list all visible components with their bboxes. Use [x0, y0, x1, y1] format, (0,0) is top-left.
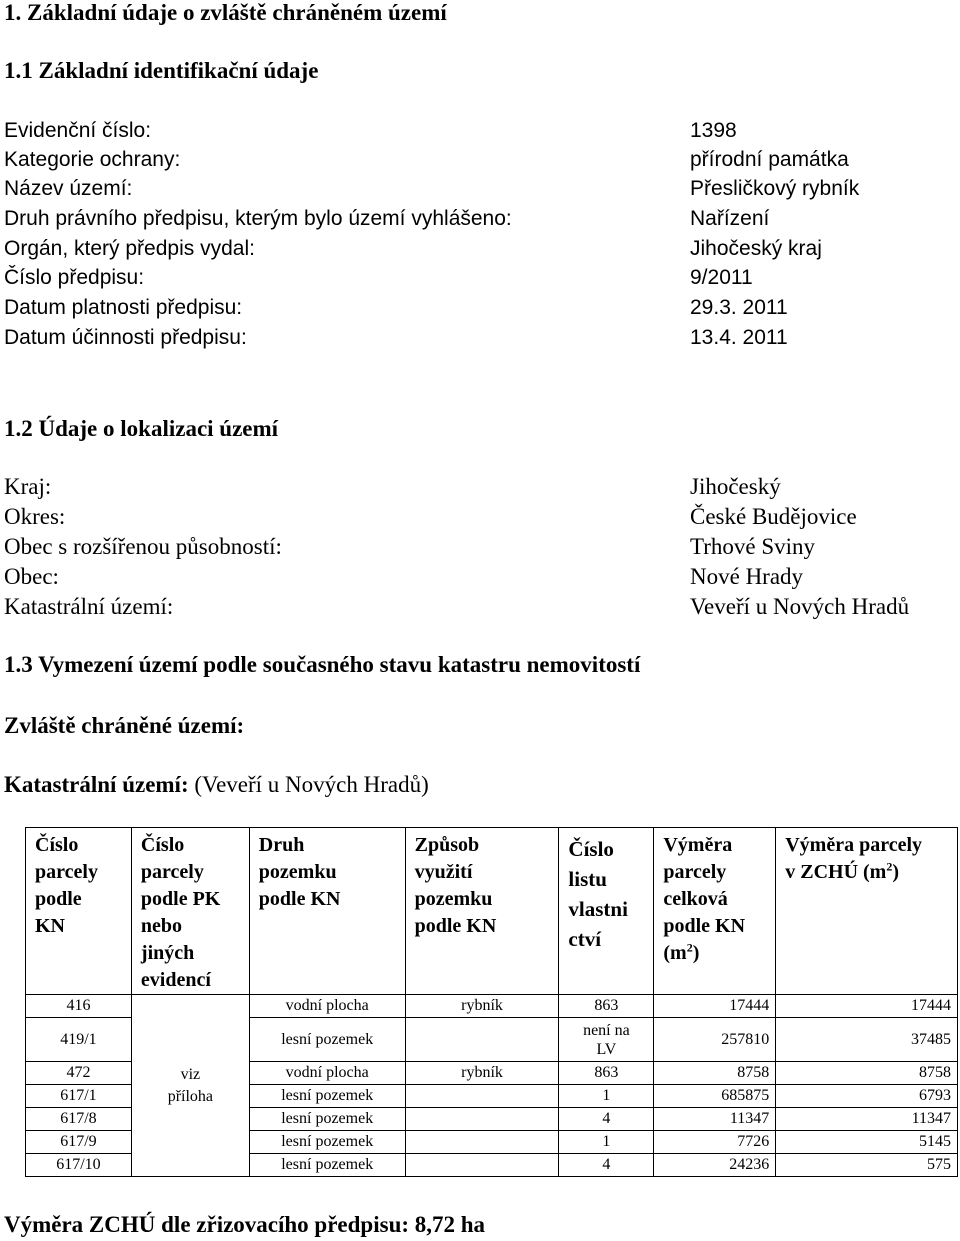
value-obec: Nové Hrady	[690, 564, 804, 589]
cell-lv: 863	[559, 1062, 654, 1085]
value-kraj: Jihočeský	[690, 474, 781, 499]
cell-parcel: 617/10	[26, 1154, 132, 1177]
section-1-title: 1. Základní údaje o zvláště chráněném území	[4, 0, 447, 25]
value-organ: Jihočeský kraj	[690, 237, 822, 260]
zchu-area-footer: Výměra ZCHÚ dle zřizovacího předpisu: 8,72 ha	[4, 1212, 486, 1237]
value-katastralni-uzemi: Veveří u Nových Hradů	[690, 594, 910, 619]
label-datum-ucinnosti: Datum účinnosti předpisu:	[4, 326, 247, 349]
cell-lv: 1	[559, 1085, 654, 1108]
cell-lv: 4	[559, 1108, 654, 1131]
cell-parcel: 617/8	[26, 1108, 132, 1131]
header-area-total: Výměra parcely celková podle KN $(m^2)$	[654, 828, 776, 995]
cell-land-type: lesní pozemek	[249, 1108, 405, 1131]
cell-parcel: 416	[26, 995, 132, 1018]
label-organ: Orgán, který předpis vydal:	[4, 237, 255, 260]
cell-area-zchu: 6793	[776, 1085, 958, 1108]
value-orp: Trhové Sviny	[690, 534, 816, 559]
label-kategorie-ochrany: Kategorie ochrany:	[4, 148, 181, 171]
section-1-3-subtitle: Zvláště chráněné území:	[4, 713, 245, 738]
cell-area-zchu: 37485	[776, 1018, 958, 1062]
cell-area-total: 685875	[654, 1085, 776, 1108]
cell-area-total: 8758	[654, 1062, 776, 1085]
cell-parcel: 617/9	[26, 1131, 132, 1154]
cell-lv: 4	[559, 1154, 654, 1177]
cell-land-type: lesní pozemek	[249, 1018, 405, 1062]
cell-area-total: 7726	[654, 1131, 776, 1154]
cell-parcel: 617/1	[26, 1085, 132, 1108]
label-orp: Obec s rozšířenou působností:	[4, 534, 282, 559]
header-land-type: Druh pozemku podle KN	[249, 828, 405, 995]
cell-area-total: 17444	[654, 995, 776, 1018]
cell-area-total: 257810	[654, 1018, 776, 1062]
label-obec: Obec:	[4, 564, 59, 589]
label-evidencni-cislo: Evidenční číslo:	[4, 119, 152, 142]
cell-usage: rybník	[405, 1062, 559, 1085]
cell-usage	[405, 1131, 559, 1154]
cadastre-label: Katastrální území:	[4, 772, 189, 797]
section-1-3-title: 1.3 Vymezení území podle současného stavu katastru nemovitostí	[4, 652, 641, 677]
table-header-row	[26, 828, 958, 995]
value-kategorie-ochrany: přírodní památka	[690, 148, 849, 171]
cell-area-zchu: 11347	[776, 1108, 958, 1131]
cell-usage	[405, 1085, 559, 1108]
label-druh-predpisu: Druh právního předpisu, kterým bylo území vyhlášeno:	[4, 207, 512, 230]
cell-usage: rybník	[405, 995, 559, 1018]
cell-usage	[405, 1108, 559, 1131]
value-druh-predpisu: Nařízení	[690, 207, 770, 230]
value-evidencni-cislo: 1398	[690, 119, 737, 142]
value-nazev-uzemi: Přesličkový rybník	[690, 177, 860, 200]
value-okres: České Budějovice	[690, 504, 857, 529]
header-usage: Způsob využití pozemku podle KN	[405, 828, 559, 995]
cell-parcel: 472	[26, 1062, 132, 1085]
cell-area-total: 24236	[654, 1154, 776, 1177]
cell-usage	[405, 1154, 559, 1177]
cell-parcel: 419/1	[26, 1018, 132, 1062]
header-parcel-pk: Číslo parcely podle PK nebo jiných evidencí	[131, 828, 249, 995]
cell-land-type: lesní pozemek	[249, 1131, 405, 1154]
header-parcel-kn: Číslo parcely podle KN	[26, 828, 132, 995]
value-cislo-predpisu: 9/2011	[690, 266, 753, 289]
label-kraj: Kraj:	[4, 474, 52, 499]
cell-pk-merged: viz příloha	[131, 995, 249, 1177]
label-nazev-uzemi: Název území:	[4, 177, 133, 200]
cell-land-type: lesní pozemek	[249, 1085, 405, 1108]
label-cislo-predpisu: Číslo předpisu:	[4, 266, 145, 289]
header-area-zchu: Výměra parcely v ZCHÚ $(m^2)$	[776, 828, 958, 995]
cell-area-zchu: 5145	[776, 1131, 958, 1154]
table-row	[26, 995, 958, 1018]
cell-lv: 863	[559, 995, 654, 1018]
label-katastralni-uzemi: Katastrální území:	[4, 594, 174, 619]
parcel-table	[25, 827, 958, 1177]
cell-usage	[405, 1018, 559, 1062]
cell-lv: 1	[559, 1131, 654, 1154]
cell-area-zchu: 575	[776, 1154, 958, 1177]
cadastre-value: (Veveří u Nových Hradů)	[194, 772, 429, 797]
cell-land-type: lesní pozemek	[249, 1154, 405, 1177]
cell-area-zchu: 17444	[776, 995, 958, 1018]
cadastre-line	[4, 772, 429, 798]
cell-area-total: 11347	[654, 1108, 776, 1131]
value-datum-ucinnosti: 13.4. 2011	[690, 326, 788, 349]
section-1-1-title: 1.1 Základní identifikační údaje	[4, 58, 319, 83]
cell-lv: není na LV	[559, 1018, 654, 1062]
section-1-2-title: 1.2 Údaje o lokalizaci území	[4, 416, 279, 441]
cell-area-zchu: 8758	[776, 1062, 958, 1085]
value-datum-platnosti: 29.3. 2011	[690, 296, 788, 319]
cell-land-type: vodní plocha	[249, 1062, 405, 1085]
header-ownership: Číslo listu vlastni ctví	[559, 828, 654, 995]
label-okres: Okres:	[4, 504, 66, 529]
label-datum-platnosti: Datum platnosti předpisu:	[4, 296, 243, 319]
cell-land-type: vodní plocha	[249, 995, 405, 1018]
